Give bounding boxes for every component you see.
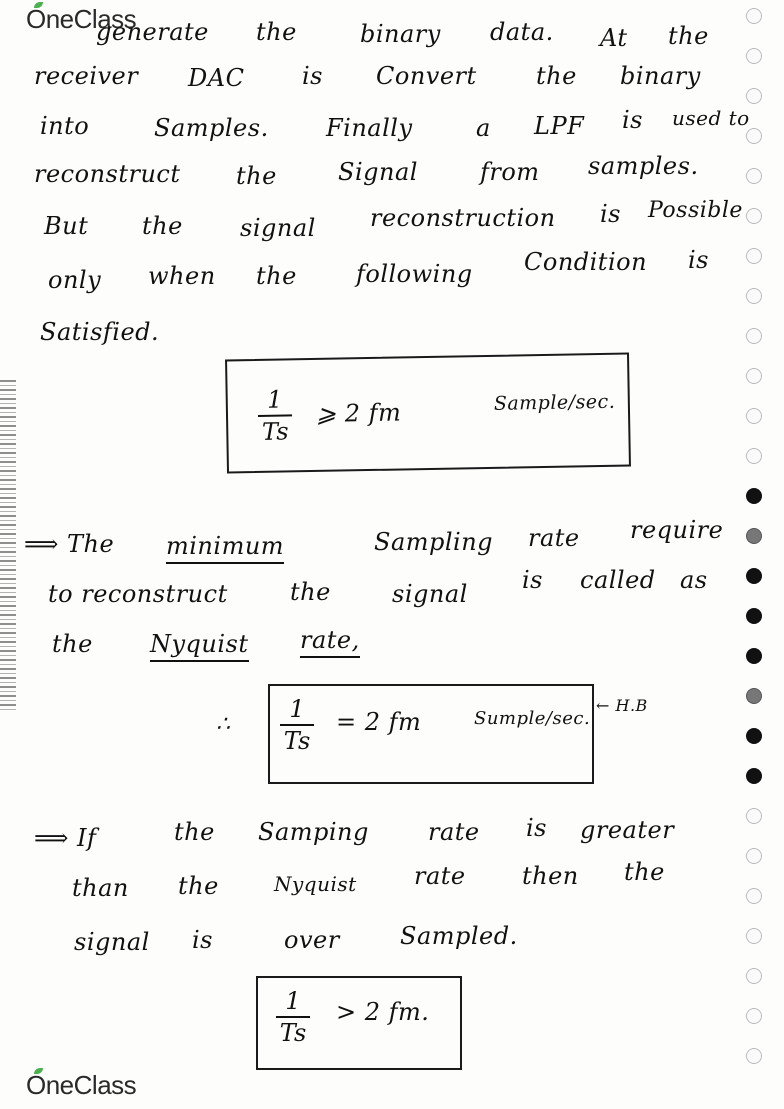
word: is: [688, 246, 709, 274]
word: require: [630, 516, 724, 544]
punch-hole: [746, 88, 762, 104]
word: is: [302, 62, 323, 90]
word: as: [680, 566, 708, 594]
word: Samples.: [154, 114, 269, 142]
punch-hole: [746, 208, 762, 224]
word: the: [668, 22, 709, 50]
word: rate: [528, 524, 580, 552]
word: Convert: [376, 62, 477, 90]
punch-hole: [746, 408, 762, 424]
word: then: [522, 862, 579, 890]
word: only: [48, 266, 102, 294]
punch-hole: [746, 448, 762, 464]
word: DAC: [188, 64, 245, 92]
punch-hole: [746, 288, 762, 304]
punch-hole: [746, 328, 762, 344]
word: Finally: [326, 114, 413, 142]
denominator: Ts: [283, 727, 311, 755]
word: from: [480, 158, 540, 186]
fraction-1-over-ts: [276, 988, 310, 1046]
punch-hole: [746, 888, 762, 904]
word: when: [148, 262, 216, 290]
word: is: [526, 814, 547, 842]
word: reconstruction: [370, 204, 556, 232]
punch-hole: [746, 688, 762, 704]
relation: = 2 fm: [336, 708, 422, 736]
word: the: [624, 858, 665, 886]
word: the: [52, 630, 93, 658]
word: is: [600, 200, 621, 228]
word: the: [142, 212, 183, 240]
punch-hole: [746, 48, 762, 64]
punch-holes: [742, 0, 766, 1109]
word: the: [256, 262, 297, 290]
word: greater: [580, 816, 675, 844]
word: the: [290, 578, 331, 606]
word: Sampled.: [400, 922, 518, 950]
word: binary: [360, 20, 441, 48]
relation: > 2 fm.: [336, 998, 430, 1026]
punch-hole: [746, 808, 762, 824]
unit: Sumple/sec.: [474, 708, 591, 729]
punch-hole: [746, 168, 762, 184]
fraction-bar: [280, 724, 314, 726]
punch-hole: [746, 488, 762, 504]
numerator: 1: [289, 695, 305, 723]
margin-note: ← H.B: [596, 696, 648, 715]
unit: Sample/sec.: [493, 390, 616, 415]
word: into: [40, 112, 90, 140]
underlined-word: Nyquist: [150, 630, 249, 662]
numerator: 1: [285, 987, 301, 1015]
equation-box-2: [268, 684, 594, 784]
word: rate: [428, 818, 480, 846]
word: Condition: [524, 248, 648, 276]
punch-hole: [746, 768, 762, 784]
word: Nyquist: [274, 872, 357, 896]
punch-hole: [746, 848, 762, 864]
therefore-symbol: ∴: [216, 712, 231, 737]
punch-hole: [746, 728, 762, 744]
punch-hole: [746, 968, 762, 984]
fraction-1-over-ts: [258, 386, 293, 445]
word: Sampling: [374, 528, 494, 556]
word: the: [236, 162, 277, 190]
word: data.: [490, 18, 554, 46]
word: is: [622, 106, 643, 134]
punch-hole: [746, 1008, 762, 1024]
denominator: Ts: [261, 417, 289, 446]
punch-hole: [746, 528, 762, 544]
word: binary: [620, 62, 701, 90]
punch-hole: [746, 128, 762, 144]
word: the: [174, 818, 215, 846]
punch-hole: [746, 928, 762, 944]
fraction-1-over-ts: [280, 696, 314, 754]
word: Possible: [648, 198, 743, 223]
word: Satisfied.: [40, 318, 160, 346]
punch-hole: [746, 568, 762, 584]
word: generate: [96, 18, 209, 46]
word: signal: [74, 928, 150, 956]
word: a: [476, 114, 491, 142]
equation-box-1: [225, 352, 631, 473]
word: the: [536, 62, 577, 90]
underlined-word: rate,: [300, 626, 360, 658]
equation-box-3: [256, 976, 462, 1070]
word: receiver: [34, 62, 139, 90]
denominator: Ts: [279, 1019, 307, 1047]
word: signal: [240, 214, 316, 242]
word: is: [192, 926, 213, 954]
numerator: 1: [266, 385, 283, 414]
word: is: [522, 566, 543, 594]
word: Signal: [338, 158, 418, 186]
punch-hole: [746, 608, 762, 624]
word: the: [178, 872, 219, 900]
punch-hole: [746, 648, 762, 664]
word: over: [284, 926, 340, 954]
relation: ⩾ 2 fm: [315, 398, 402, 428]
punch-hole: [746, 1048, 762, 1064]
word: ⟹ If: [34, 824, 97, 852]
word: used to: [672, 106, 750, 130]
word: reconstruct: [34, 160, 181, 188]
oneclass-logo-bottom: OneClass: [26, 1070, 137, 1100]
binding-edge: [0, 380, 16, 710]
fraction-bar: [276, 1016, 310, 1018]
word: Samping: [258, 818, 369, 846]
word: But: [44, 212, 89, 240]
underlined-word: minimum: [166, 532, 284, 564]
punch-hole: [746, 8, 762, 24]
word: than: [72, 874, 129, 902]
word: rate: [414, 862, 466, 890]
word: At: [600, 24, 628, 52]
word: the: [256, 18, 297, 46]
word: following: [356, 260, 473, 288]
word: signal: [392, 580, 468, 608]
word: to reconstruct: [48, 580, 228, 608]
punch-hole: [746, 248, 762, 264]
word: samples.: [588, 152, 699, 180]
word: LPF: [534, 112, 585, 140]
word: called: [580, 566, 656, 594]
punch-hole: [746, 368, 762, 384]
word: ⟹ The: [24, 530, 115, 558]
oneclass-logo-top: OneClass: [26, 4, 137, 34]
